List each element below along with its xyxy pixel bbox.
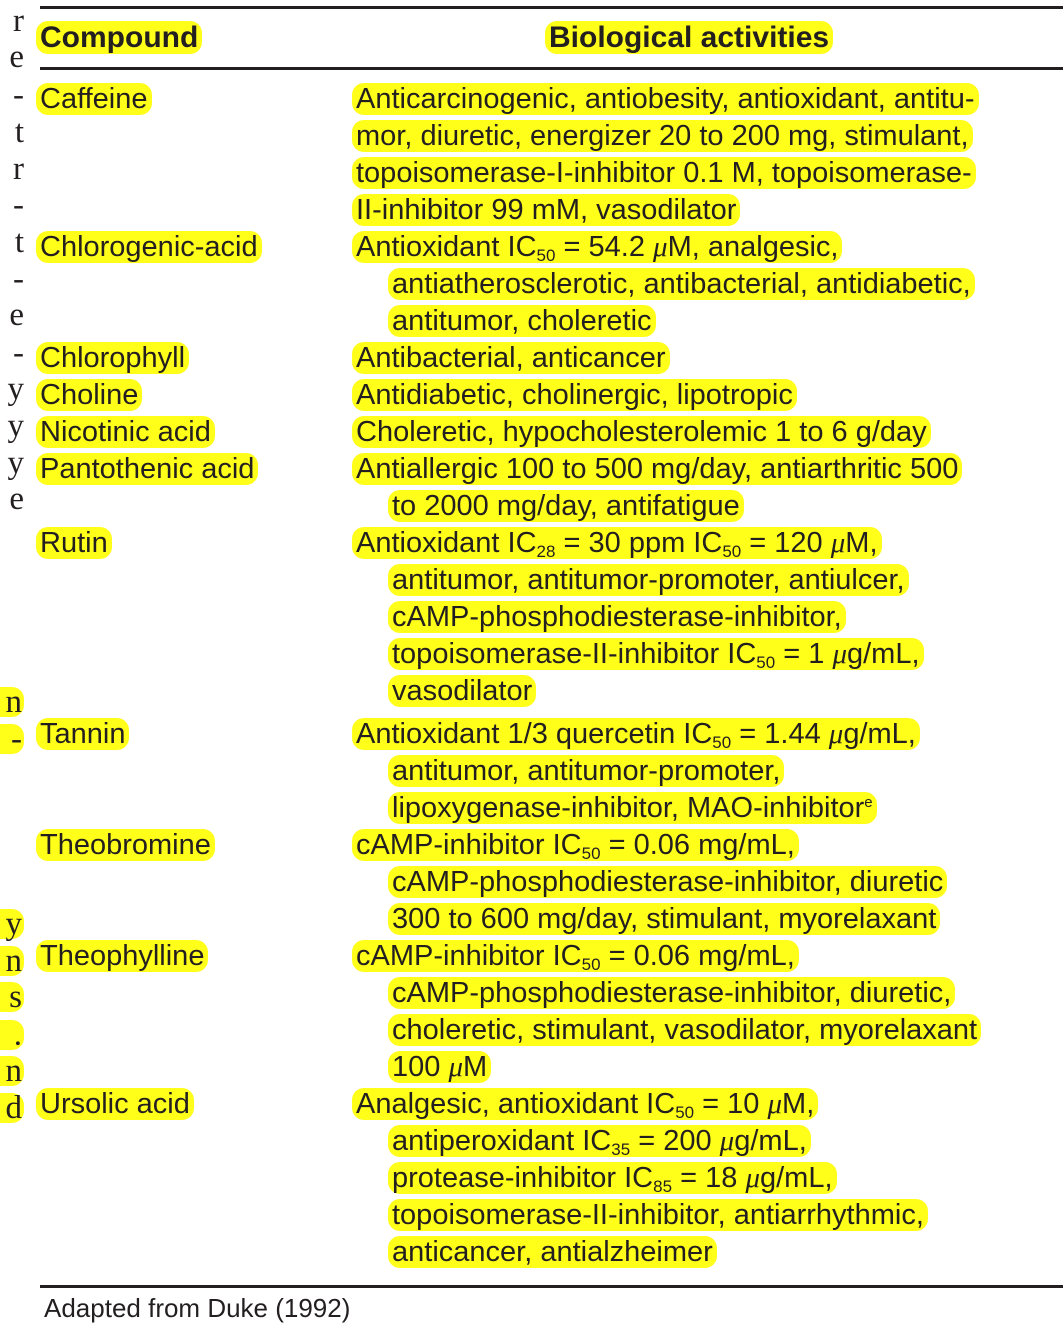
activity-line: Analgesic, antioxidant $IC_{50} = 10$ μM, bbox=[352, 1086, 1063, 1123]
header-biological-activities bbox=[545, 20, 833, 56]
activity-line: II-inhibitor 99 mM, vasodilator bbox=[352, 192, 1063, 229]
compound-name: Choline bbox=[36, 379, 142, 411]
margin-glyph: r bbox=[13, 3, 24, 39]
activity-line: 100 μM bbox=[352, 1049, 1063, 1086]
compound-name: Nicotinic acid bbox=[36, 416, 215, 448]
compound-cell bbox=[36, 716, 129, 753]
margin-glyph: n bbox=[0, 1056, 24, 1086]
compound-name: Caffeine bbox=[36, 83, 152, 115]
activities-cell bbox=[352, 414, 1063, 451]
activity-line: to 2000 mg/day, antifatigue bbox=[352, 488, 1063, 525]
compound-cell bbox=[36, 451, 258, 488]
header-activities-label: Biological activities bbox=[545, 21, 833, 54]
activities-cell bbox=[352, 451, 1063, 525]
activity-line: 300 to 600 mg/day, stimulant, myorelaxant bbox=[352, 901, 1063, 938]
activity-line: cAMP-phosphodiesterase-inhibitor, bbox=[352, 599, 1063, 636]
compound-cell bbox=[36, 938, 208, 975]
compound-name: Tannin bbox=[36, 718, 129, 750]
activity-line: topoisomerase-II-inhibitor $IC_{50} = 1$ μg/mL, bbox=[352, 636, 1063, 673]
activity-line: Antioxidant $IC_{50} = 54.2$ μM, analgesic, bbox=[352, 229, 1063, 266]
compound-name: Chlorogenic-acid bbox=[36, 231, 262, 263]
compound-cell bbox=[36, 81, 152, 118]
margin-glyph: y bbox=[7, 408, 24, 444]
header-compound bbox=[36, 20, 202, 56]
margin-glyph: - bbox=[0, 724, 24, 754]
activity-line: antiperoxidant $IC_{35} = 200$ μg/mL, bbox=[352, 1123, 1063, 1160]
margin-glyph: t bbox=[14, 114, 24, 150]
margin-glyph: e bbox=[9, 481, 24, 517]
activities-cell bbox=[352, 525, 1063, 710]
activity-line: Antiallergic 100 to 500 mg/day, antiarthritic 500 bbox=[352, 451, 1063, 488]
activity-line: Choleretic, hypocholesterolemic 1 to 6 g/day bbox=[352, 414, 1063, 451]
margin-glyph: n bbox=[0, 946, 24, 976]
activities-cell bbox=[352, 229, 1063, 340]
activity-line: cAMP-phosphodiesterase-inhibitor, diuretic bbox=[352, 864, 1063, 901]
table-footnote: Adapted from Duke (1992) bbox=[44, 1293, 351, 1323]
header-compound-label: Compound bbox=[36, 21, 202, 54]
activity-line: antitumor, antitumor-promoter, bbox=[352, 753, 1063, 790]
margin-glyph: - bbox=[13, 187, 24, 223]
activities-cell bbox=[352, 377, 1063, 414]
activity-line: Antioxidant $IC_{28} = 30$ ppm $IC_{50} = 120$ μM, bbox=[352, 525, 1063, 562]
activities-cell bbox=[352, 81, 1063, 229]
compound-name: Rutin bbox=[36, 527, 112, 559]
activities-cell bbox=[352, 340, 1063, 377]
compound-name: Ursolic acid bbox=[36, 1088, 194, 1120]
activity-line: Antidiabetic, cholinergic, lipotropic bbox=[352, 377, 1063, 414]
activities-cell bbox=[352, 938, 1063, 1086]
compound-name: Theophylline bbox=[36, 940, 208, 972]
margin-glyph: y bbox=[7, 445, 24, 481]
activity-line: antitumor, antitumor-promoter, antiulcer, bbox=[352, 562, 1063, 599]
compound-cell bbox=[36, 229, 262, 266]
activity-line: mor, diuretic, energizer 20 to 200 mg, stimulant, bbox=[352, 118, 1063, 155]
table-top-rule bbox=[40, 6, 1063, 9]
margin-glyph: - bbox=[13, 335, 24, 371]
margin-glyph: r bbox=[13, 151, 24, 187]
activity-line: cAMP-inhibitor $IC_{50} = 0.06$ mg/mL, bbox=[352, 938, 1063, 975]
activity-line: Antibacterial, anticancer bbox=[352, 340, 1063, 377]
compound-name: Theobromine bbox=[36, 829, 215, 861]
margin-glyph: y bbox=[0, 909, 24, 939]
table-bottom-rule bbox=[40, 1285, 1063, 1288]
compound-name: Pantothenic acid bbox=[36, 453, 258, 485]
activity-line: antitumor, choleretic bbox=[352, 303, 1063, 340]
activity-line: topoisomerase-II-inhibitor, antiarrhythmic, bbox=[352, 1197, 1063, 1234]
activity-line: Anticarcinogenic, antiobesity, antioxidant, antitu- bbox=[352, 81, 1063, 118]
left-margin-text-fragment bbox=[0, 0, 26, 1308]
activity-line: lipoxygenase-inhibitor, MAO-inhibitor$^e$ bbox=[352, 790, 1063, 827]
activity-line: protease-inhibitor $IC_{85} = 18$ μg/mL, bbox=[352, 1160, 1063, 1197]
compound-cell bbox=[36, 525, 112, 562]
margin-glyph: d bbox=[0, 1093, 24, 1123]
compound-cell bbox=[36, 377, 142, 414]
margin-glyph: y bbox=[7, 371, 24, 407]
activity-line: cAMP-phosphodiesterase-inhibitor, diuretic, bbox=[352, 975, 1063, 1012]
activity-line: choleretic, stimulant, vasodilator, myorelaxant bbox=[352, 1012, 1063, 1049]
margin-glyph: s bbox=[0, 982, 24, 1012]
activity-line: anticancer, antialzheimer bbox=[352, 1234, 1063, 1271]
activities-cell bbox=[352, 827, 1063, 938]
margin-glyph: t bbox=[14, 224, 24, 260]
activities-cell bbox=[352, 716, 1063, 827]
compound-cell bbox=[36, 340, 189, 377]
activity-line: Antioxidant 1/3 quercetin $IC_{50} = 1.44$ μg/mL, bbox=[352, 716, 1063, 753]
compound-cell bbox=[36, 1086, 194, 1123]
compound-name: Chlorophyll bbox=[36, 342, 189, 374]
margin-glyph: - bbox=[13, 261, 24, 297]
activity-line: vasodilator bbox=[352, 673, 1063, 710]
compound-cell bbox=[36, 827, 215, 864]
margin-glyph: - bbox=[13, 77, 24, 113]
activities-cell bbox=[352, 1086, 1063, 1271]
activity-line: antiatherosclerotic, antibacterial, antidiabetic, bbox=[352, 266, 1063, 303]
margin-glyph: e bbox=[9, 39, 24, 75]
header-bottom-rule bbox=[40, 67, 1063, 70]
margin-glyph: e bbox=[9, 297, 24, 333]
margin-glyph: . bbox=[0, 1020, 24, 1050]
activity-line: topoisomerase-I-inhibitor 0.1 M, topoisomerase- bbox=[352, 155, 1063, 192]
compound-cell bbox=[36, 414, 215, 451]
activity-line: cAMP-inhibitor $IC_{50} = 0.06$ mg/mL, bbox=[352, 827, 1063, 864]
margin-glyph: n bbox=[0, 687, 24, 717]
